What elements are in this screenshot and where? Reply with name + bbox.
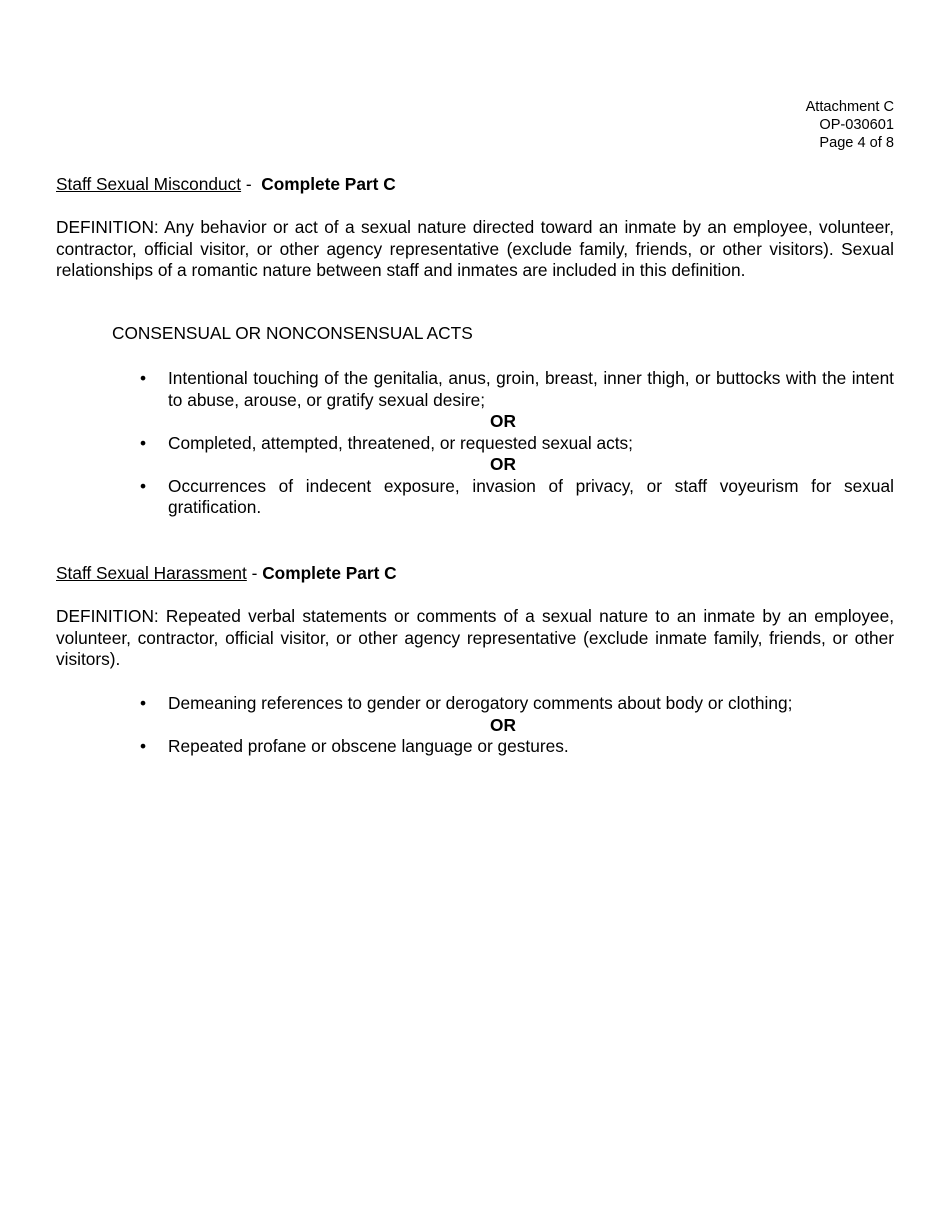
list-item — [56, 368, 894, 411]
page-header — [806, 98, 894, 152]
misconduct-bullet-list — [56, 368, 894, 519]
misconduct-title — [56, 174, 396, 196]
list-item — [56, 736, 894, 758]
harassment-title — [56, 563, 397, 585]
harassment-bullet-list — [56, 693, 894, 758]
list-item — [56, 693, 894, 715]
or-separator: OR — [490, 411, 516, 431]
misconduct-definition: DEFINITION: Any behavior or act of a sexual nature directed toward an inmate by an employee, volunteer, contractor, official visitor, or other agency representative (exclude family, friends, or other visitors). Sexual relationships of a romantic nature between staff and inmates are included in this definition. — [56, 217, 894, 280]
misconduct-bullet-1: Intentional touching of the genitalia, anus, groin, breast, inner thigh, or buttocks with the intent to abuse, arouse, or gratify sexual desire; — [168, 368, 894, 410]
document-number: OP-030601 — [819, 117, 894, 133]
page-number: Page 4 of 8 — [819, 135, 894, 151]
misconduct-title-separator: - — [241, 174, 262, 194]
misconduct-subheading: CONSENSUAL OR NONCONSENSUAL ACTS — [112, 323, 473, 343]
harassment-definition: DEFINITION: Repeated verbal statements or comments of a sexual nature to an inmate by an employee, volunteer, contractor, official visitor, or other agency representative (exclude inmate family, friends, or other visitors). — [56, 606, 894, 669]
list-item — [56, 476, 894, 519]
misconduct-action: Complete Part C — [261, 174, 396, 194]
bullet-icon: • — [140, 368, 147, 388]
harassment-action: Complete Part C — [262, 563, 397, 583]
bullet-icon: • — [140, 693, 147, 713]
harassment-title-separator: - — [246, 563, 263, 583]
attachment-label: Attachment C — [805, 99, 894, 115]
misconduct-bullet-2: Completed, attempted, threatened, or requested sexual acts; — [168, 432, 633, 453]
bullet-icon: • — [140, 736, 147, 756]
or-separator: OR — [490, 714, 516, 735]
harassment-bullet-2: Repeated profane or obscene language or gestures. — [168, 736, 569, 756]
harassment-title-text: Staff Sexual Harassment — [56, 563, 247, 583]
misconduct-title-text: Staff Sexual Misconduct — [56, 174, 242, 194]
or-separator: OR — [490, 454, 516, 474]
bullet-icon: • — [140, 475, 147, 496]
list-item — [56, 433, 894, 455]
harassment-bullet-1: Demeaning references to gender or derogatory comments about body or clothing; — [168, 693, 793, 713]
misconduct-bullet-3: Occurrences of indecent exposure, invasion of privacy, or staff voyeurism for sexual gratification. — [168, 475, 894, 517]
bullet-icon: • — [140, 432, 147, 453]
